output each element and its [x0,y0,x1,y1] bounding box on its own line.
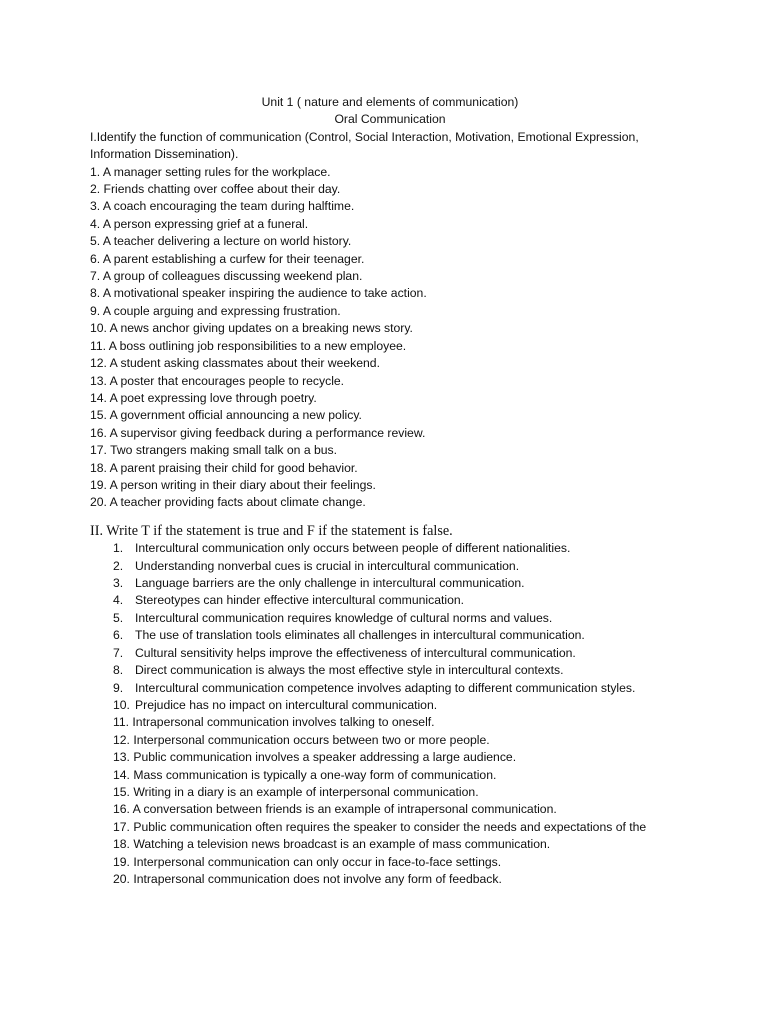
list-item: 8. A motivational speaker inspiring the audience to take action. [90,286,427,301]
list-item [90,645,690,662]
list-item: 13. Public communication involves a speaker addressing a large audience. [113,750,517,765]
item-text: Language barriers are the only challenge in intercultural communication. [135,576,525,591]
item-number: 8. [113,663,124,678]
item-text: Direct communication is always the most effective style in intercultural contexts. [135,663,564,678]
item-number: 6. [113,628,124,643]
list-item: 12. Interpersonal communication occurs between two or more people. [113,732,490,747]
list-item: 15. A government official announcing a new policy. [90,408,362,423]
list-item [90,662,690,679]
course-subtitle: Oral Communication [334,112,446,127]
list-item: 5. A teacher delivering a lecture on world history. [90,234,352,249]
list-item: 11. A boss outlining job responsibilities to a new employee. [90,338,407,353]
list-item: 14. Mass communication is typically a one-way form of communication. [113,767,497,782]
list-item: 17. Public communication often requires the speaker to consider the needs and expectations of the [113,819,647,834]
section-1-list [90,164,690,512]
list-item [90,627,690,644]
list-item: 18. Watching a television news broadcast is an example of mass communication. [113,837,551,852]
item-text: Intercultural communication requires knowledge of cultural norms and values. [135,610,553,625]
list-item: 3. A coach encouraging the team during halftime. [90,199,355,214]
item-text: Prejudice has no impact on intercultural communication. [135,697,438,712]
list-item: 9. A couple arguing and expressing frustration. [90,303,341,318]
item-text: Intercultural communication competence involves adapting to different communication styles. [135,680,636,695]
list-item: 2. Friends chatting over coffee about their day. [90,182,341,197]
list-item [90,680,690,697]
list-item [90,558,690,575]
list-item [90,697,690,714]
item-number: 10. [113,697,130,712]
item-number: 4. [113,593,124,608]
list-item [90,540,690,557]
list-item: 1. A manager setting rules for the workplace. [90,164,331,179]
list-item [90,592,690,609]
list-item: 16. A supervisor giving feedback during a performance review. [90,425,426,440]
item-number: 9. [113,680,124,695]
list-item: 12. A student asking classmates about their weekend. [90,356,380,371]
item-text: Understanding nonverbal cues is crucial in intercultural communication. [135,558,520,573]
list-item: 19. A person writing in their diary about their feelings. [90,477,376,492]
item-number: 2. [113,558,124,573]
item-text: The use of translation tools eliminates all challenges in intercultural communication. [135,628,585,643]
item-text: Stereotypes can hinder effective intercultural communication. [135,593,465,608]
list-item: 18. A parent praising their child for good behavior. [90,460,358,475]
list-item: 13. A poster that encourages people to recycle. [90,373,345,388]
item-text: Intercultural communication only occurs between people of different nationalities. [135,541,571,556]
section-1-instruction: I.Identify the function of communication (Control, Social Interaction, Motivation, Emotional Expression, Information Dissemination). [90,129,639,162]
list-item: 16. A conversation between friends is an example of intrapersonal communication. [113,802,557,817]
section-2 [90,522,690,889]
list-item: 15. Writing in a diary is an example of interpersonal communication. [113,784,479,799]
list-item: 19. Interpersonal communication can only occur in face-to-face settings. [113,854,502,869]
item-text: Cultural sensitivity helps improve the effectiveness of intercultural communication. [135,645,576,660]
item-number: 5. [113,610,124,625]
section-2-list [90,540,690,888]
list-item: 20. A teacher providing facts about climate change. [90,495,366,510]
list-item: 17. Two strangers making small talk on a bus. [90,443,338,458]
list-item [90,575,690,592]
list-item: 14. A poet expressing love through poetry. [90,390,317,405]
list-item: 10. A news anchor giving updates on a breaking news story. [90,321,413,336]
list-item: 11. Intrapersonal communication involves talking to oneself. [113,715,435,730]
list-item: 20. Intrapersonal communication does not involve any form of feedback. [113,871,502,886]
list-item [90,610,690,627]
list-item: 4. A person expressing grief at a funeral. [90,216,309,231]
list-item: 7. A group of colleagues discussing weekend plan. [90,269,363,284]
section-1 [90,129,690,512]
item-number: 7. [113,645,124,660]
document-content [90,94,690,888]
item-number: 3. [113,576,124,591]
unit-title: Unit 1 ( nature and elements of communication) [261,95,519,109]
item-number: 1. [113,541,124,556]
section-2-heading: II. Write T if the statement is true and F if the statement is false. [90,522,453,539]
list-item: 6. A parent establishing a curfew for their teenager. [90,251,365,266]
